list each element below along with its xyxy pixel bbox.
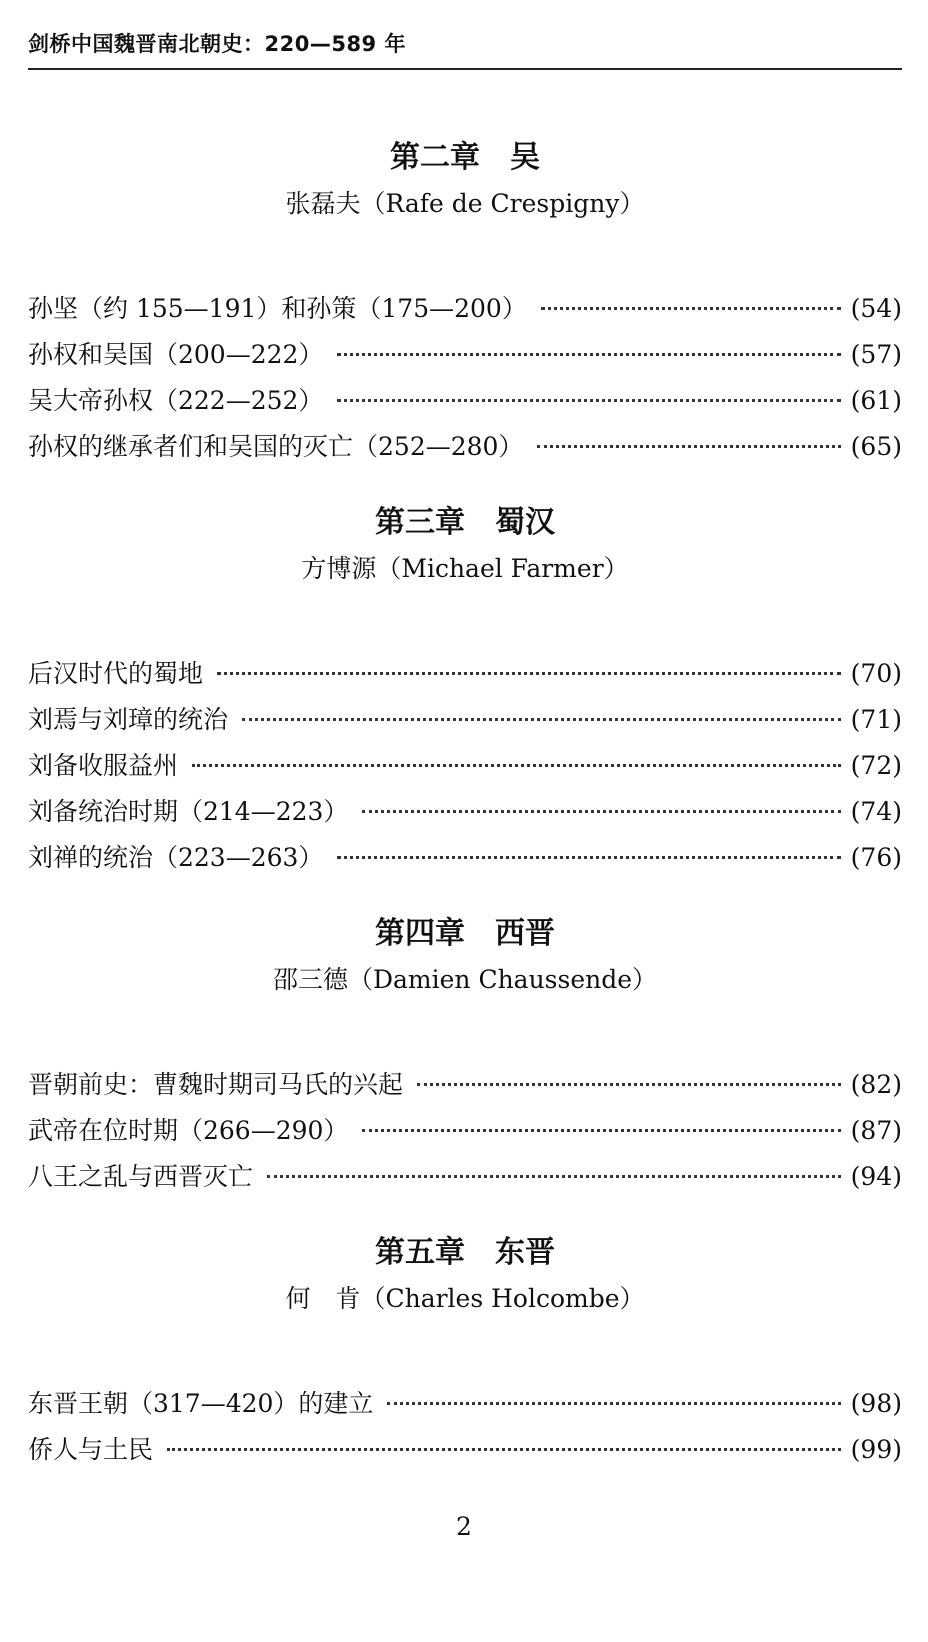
- toc-entry[interactable]: [28, 1108, 902, 1154]
- toc-entry-label: 晋朝前史：曹魏时期司马氏的兴起: [28, 1070, 404, 1099]
- toc-entry-page: (71): [850, 705, 902, 734]
- toc-list: [28, 651, 902, 881]
- toc-entry-label: 刘备收服益州: [28, 751, 179, 780]
- toc-entry[interactable]: [28, 651, 902, 697]
- running-head: 剑桥中国魏晋南北朝史：220—589 年: [28, 32, 406, 56]
- chapter-3: [28, 501, 902, 881]
- toc-list: [28, 286, 902, 470]
- toc-entry-page: (76): [850, 843, 902, 872]
- toc-entry[interactable]: [28, 697, 902, 743]
- toc-entry-label: 侨人与土民: [28, 1435, 154, 1464]
- chapter-title: 第二章 吴: [390, 140, 540, 175]
- chapter-author: 何 肯（Charles Holcombe）: [285, 1284, 645, 1313]
- toc-entry-page: (61): [850, 386, 902, 415]
- toc-entry-label: 武帝在位时期（266—290）: [28, 1116, 349, 1145]
- dot-leader: [337, 353, 840, 356]
- chapter-title: 第四章 西晋: [375, 916, 555, 951]
- chapter-2: [28, 136, 902, 470]
- dot-leader: [337, 856, 840, 859]
- toc-entry-label: 刘焉与刘璋的统治: [28, 705, 229, 734]
- toc-entry-page: (72): [850, 751, 902, 780]
- dot-leader: [337, 399, 840, 402]
- toc-entry-page: (57): [850, 340, 902, 369]
- toc-entry-label: 吴大帝孙权（222—252）: [28, 386, 324, 415]
- toc-entry-label: 孙权和吴国（200—222）: [28, 340, 324, 369]
- dot-leader: [387, 1402, 840, 1405]
- toc-entry-label: 孙权的继承者们和吴国的灭亡（252—280）: [28, 432, 524, 461]
- toc-entry[interactable]: [28, 789, 902, 835]
- toc-entry[interactable]: [28, 1062, 902, 1108]
- toc-entry[interactable]: [28, 1427, 902, 1473]
- toc-entry[interactable]: [28, 1381, 902, 1427]
- chapter-title: 第五章 东晋: [375, 1235, 555, 1270]
- dot-leader: [537, 445, 840, 448]
- toc-entry[interactable]: [28, 1154, 902, 1200]
- dot-leader: [192, 764, 841, 767]
- toc-entry-label: 刘禅的统治（223—263）: [28, 843, 324, 872]
- chapter-author: 方博源（Michael Farmer）: [301, 554, 629, 583]
- chapter-4: [28, 912, 902, 1200]
- dot-leader: [242, 718, 841, 721]
- chapter-author: 邵三德（Damien Chaussende）: [272, 965, 658, 994]
- toc-entry[interactable]: [28, 332, 902, 378]
- toc-list: [28, 1381, 902, 1473]
- chapter-5: [28, 1231, 902, 1473]
- toc-entry[interactable]: [28, 378, 902, 424]
- toc-entry-page: (54): [850, 294, 902, 323]
- dot-leader: [362, 1129, 840, 1132]
- toc-entry-label: 刘备统治时期（214—223）: [28, 797, 349, 826]
- chapter-title: 第三章 蜀汉: [375, 505, 555, 540]
- toc-entry-page: (94): [850, 1162, 902, 1191]
- toc-entry-page: (74): [850, 797, 902, 826]
- dot-leader: [267, 1175, 841, 1178]
- toc-entry[interactable]: [28, 424, 902, 470]
- dot-leader: [167, 1448, 841, 1451]
- toc-entry[interactable]: [28, 286, 902, 332]
- toc-entry-label: 东晋王朝（317—420）的建立: [28, 1389, 374, 1418]
- header-rule: [28, 68, 902, 70]
- toc-entry-label: 八王之乱与西晋灭亡: [28, 1162, 254, 1191]
- toc-entry-page: (82): [850, 1070, 902, 1099]
- dot-leader: [417, 1083, 841, 1086]
- dot-leader: [362, 810, 840, 813]
- toc-entry[interactable]: [28, 743, 902, 789]
- toc-list: [28, 1062, 902, 1200]
- toc-entry-page: (98): [850, 1389, 902, 1418]
- chapter-author: 张磊夫（Rafe de Crespigny）: [285, 189, 645, 218]
- toc-entry-label: 孙坚（约 155—191）和孙策（175—200）: [28, 294, 527, 323]
- dot-leader: [541, 307, 841, 310]
- toc-entry-label: 后汉时代的蜀地: [28, 659, 204, 688]
- toc-entry-page: (99): [850, 1435, 902, 1464]
- page-number: 2: [456, 1512, 472, 1541]
- toc-entry-page: (70): [850, 659, 902, 688]
- dot-leader: [217, 672, 841, 675]
- toc-entry-page: (87): [850, 1116, 902, 1145]
- toc-entry[interactable]: [28, 835, 902, 881]
- toc-entry-page: (65): [850, 432, 902, 461]
